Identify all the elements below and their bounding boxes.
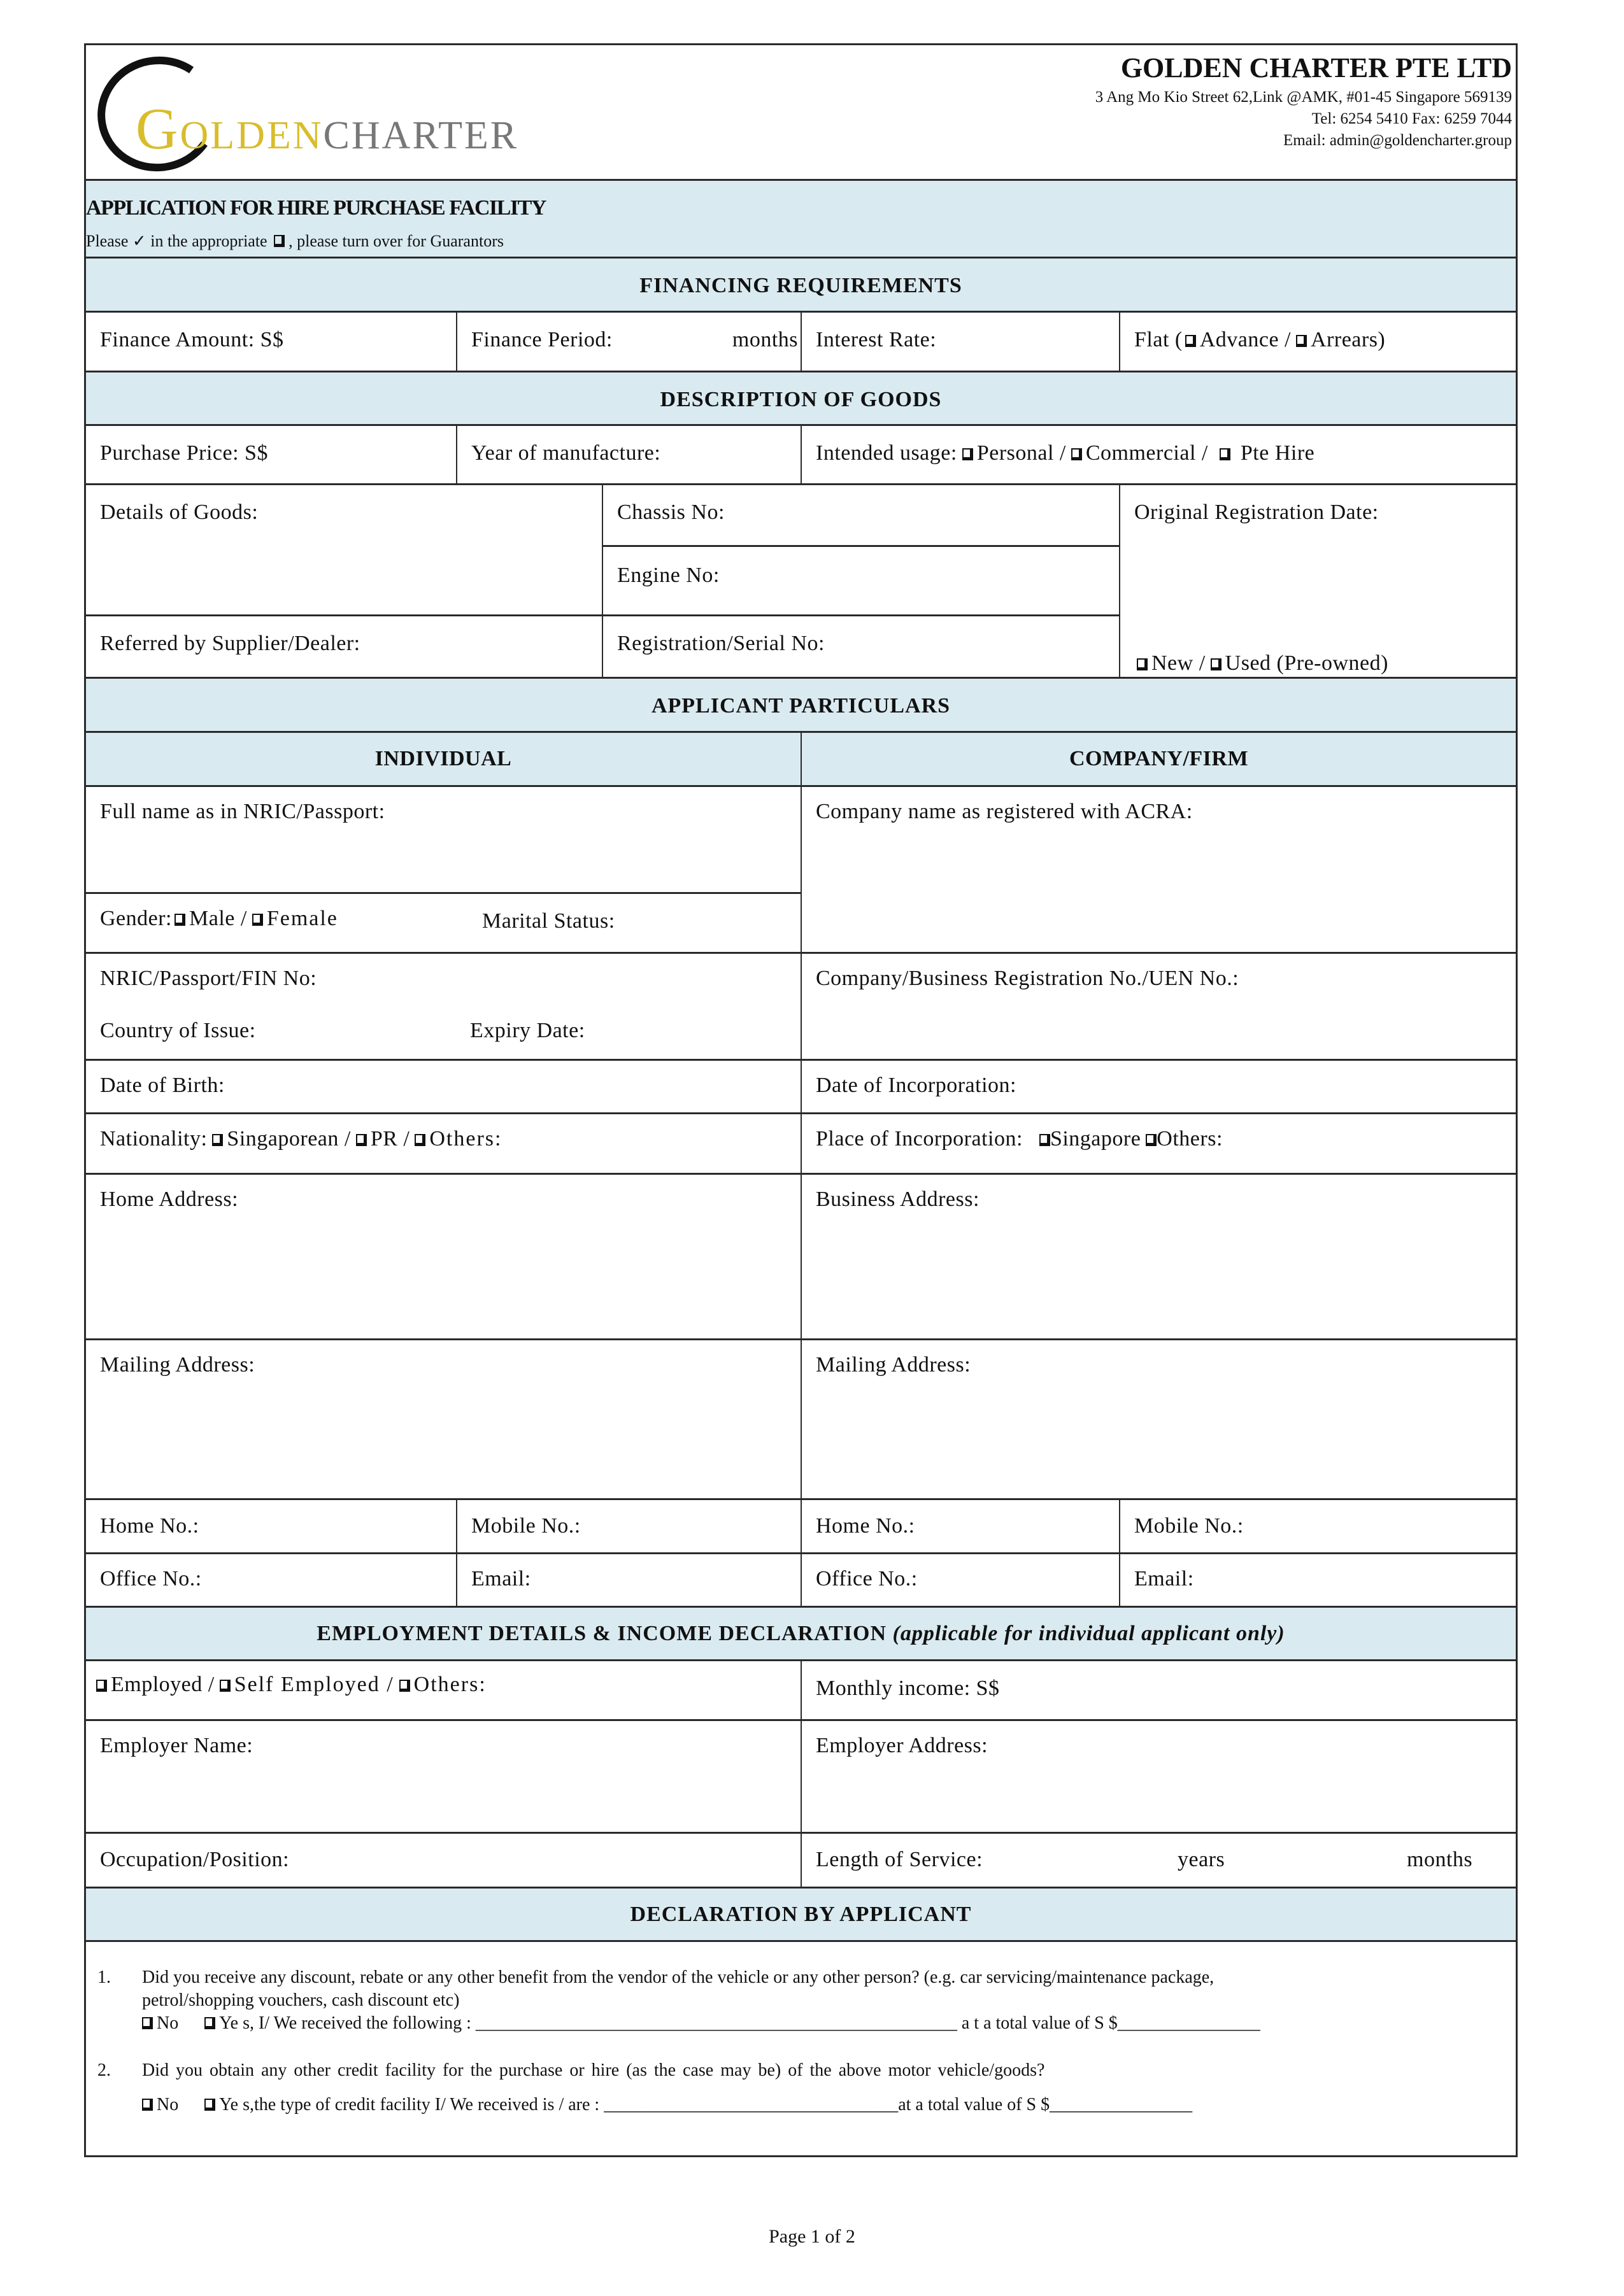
declaration-body: 1. Did you receive any discount, rebate or any other benefit from the vendor of the vehicle or any other person? (e.g. car servicing/maintenance package, petrol/shopping vouchers, cash discount etc) No Ye s, I/ We received the following : ______________________________________________________ a t a total value of S $________________ 2. Did you obtain any other credit facility for the purchase or hire (as the case may be) of the above motor vehicle/goods? No Ye s,the type of credit facility I/ We received is / are : _________________________________at a total value of S $________________ bbox=[86, 1940, 1516, 2155]
engine-no-field[interactable]: Engine No: bbox=[602, 547, 1119, 614]
interest-rate-field[interactable]: Interest Rate: bbox=[801, 313, 1119, 371]
employer-name-field[interactable]: Employer Name: bbox=[100, 1734, 253, 1757]
employer-address-field[interactable]: Employer Address: bbox=[801, 1721, 1516, 1832]
male-checkbox[interactable] bbox=[175, 914, 185, 926]
question-2-text: Did you obtain any other credit facility for the purchase or hire (as the case may be) of the above motor vehicle/goods? bbox=[142, 2060, 1045, 2080]
advance-checkbox[interactable] bbox=[1185, 335, 1196, 347]
form-title: APPLICATION FOR HIRE PURCHASE FACILITY bbox=[86, 196, 546, 220]
applicant-row-address bbox=[86, 1173, 1516, 1338]
section-employment-details: EMPLOYMENT DETAILS & INCOME DECLARATION (applicable for individual applicant only) bbox=[86, 1606, 1516, 1659]
purchase-price-field[interactable]: Purchase Price: S$ bbox=[100, 441, 268, 465]
pte-hire-checkbox[interactable] bbox=[1220, 448, 1230, 460]
date-of-incorporation-field[interactable]: Date of Incorporation: bbox=[801, 1061, 1516, 1112]
finance-period-field[interactable]: Finance Period: months bbox=[456, 313, 801, 371]
hire-purchase-application-form bbox=[84, 43, 1518, 2157]
company-header: COMPANY/FIRM bbox=[801, 733, 1516, 785]
company-logo: GOLDENCHARTER bbox=[136, 96, 519, 161]
q1-yes-details[interactable]: Ye s, I/ We received the following : ______________________________________________________ a t a total value of S $________________ bbox=[219, 2013, 1260, 2033]
company-address: 3 Ang Mo Kio Street 62,Link @AMK, #01-45 Singapore 569139 bbox=[1095, 89, 1512, 106]
employment-row-employer bbox=[86, 1719, 1516, 1832]
employed-checkbox[interactable] bbox=[96, 1680, 107, 1692]
employment-status-options: Employed / Self Employed / Others: bbox=[86, 1661, 801, 1719]
individual-mailing-address-field[interactable]: Mailing Address: bbox=[100, 1353, 255, 1377]
company-mobile-no-field[interactable]: Mobile No.: bbox=[1119, 1500, 1516, 1552]
place-of-incorporation-options: Place of Incorporation: Singapore Others: bbox=[801, 1114, 1516, 1173]
q2-yes-checkbox[interactable] bbox=[204, 2099, 215, 2111]
employment-row-occupation bbox=[86, 1832, 1516, 1887]
female-checkbox[interactable] bbox=[252, 914, 263, 926]
section-applicant-particulars: APPLICANT PARTICULARS bbox=[86, 677, 1516, 731]
monthly-income-field[interactable]: Monthly income: S$ bbox=[801, 1661, 1516, 1719]
personal-checkbox[interactable] bbox=[962, 448, 973, 460]
goods-row-1 bbox=[86, 424, 1516, 483]
question-1-text: Did you receive any discount, rebate or any other benefit from the vendor of the vehicle or any other person? (e.g. car servicing/maintenance package, bbox=[142, 1967, 1214, 1987]
interest-type-options: Flat ( Advance / Arrears) bbox=[1119, 313, 1516, 371]
company-registration-no-field[interactable]: Company/Business Registration No./UEN No.: bbox=[801, 954, 1516, 1059]
business-address-field[interactable]: Business Address: bbox=[801, 1175, 1516, 1338]
company-name-field[interactable]: Company name as registered with ACRA: bbox=[801, 787, 1516, 952]
individual-header: INDIVIDUAL bbox=[374, 747, 512, 770]
singapore-checkbox[interactable] bbox=[1039, 1134, 1050, 1146]
singaporean-checkbox[interactable] bbox=[212, 1134, 223, 1146]
used-checkbox[interactable] bbox=[1211, 658, 1222, 670]
individual-mobile-no-field[interactable]: Mobile No.: bbox=[456, 1500, 801, 1552]
question-2-answers: No Ye s,the type of credit facility I/ We received is / are : _________________________________at a total value of S $________________ bbox=[142, 2095, 1192, 2115]
section-financing-requirements: FINANCING REQUIREMENTS bbox=[86, 257, 1516, 311]
page-number: Page 1 of 2 bbox=[769, 2226, 855, 2247]
instruction-text: Please ✓ in the appropriate , please turn over for Guarantors bbox=[86, 232, 504, 250]
check-icon: ✓ bbox=[132, 232, 146, 250]
pr-checkbox[interactable] bbox=[356, 1134, 367, 1146]
intended-usage-options: Intended usage: Personal / Commercial / Pte Hire bbox=[801, 426, 1516, 483]
company-home-no-field[interactable]: Home No.: bbox=[801, 1500, 1119, 1552]
home-address-field[interactable]: Home Address: bbox=[100, 1187, 239, 1211]
chassis-no-field[interactable]: Chassis No: bbox=[602, 485, 1119, 545]
finance-amount-field[interactable]: Finance Amount: S$ bbox=[100, 328, 284, 351]
marital-status-field[interactable]: Marital Status: bbox=[482, 909, 615, 933]
company-tel-fax: Tel: 6254 5410 Fax: 6259 7044 bbox=[1311, 110, 1512, 127]
company-mailing-address-field[interactable]: Mailing Address: bbox=[801, 1340, 1516, 1498]
letterhead bbox=[86, 45, 1516, 179]
q1-yes-checkbox[interactable] bbox=[204, 2017, 215, 2029]
others-employment-checkbox[interactable] bbox=[399, 1680, 410, 1692]
applicant-type-headers bbox=[86, 731, 1516, 785]
q2-no-checkbox[interactable] bbox=[142, 2099, 153, 2111]
question-1-answers: No Ye s, I/ We received the following : ______________________________________________________ a t a total value of S $________________ bbox=[142, 2013, 1260, 2034]
others-place-checkbox[interactable] bbox=[1146, 1134, 1157, 1146]
details-of-goods-field[interactable]: Details of Goods: bbox=[100, 500, 259, 524]
year-of-manufacture-field[interactable]: Year of manufacture: bbox=[456, 426, 801, 483]
q2-yes-details[interactable]: Ye s,the type of credit facility I/ We received is / are : _________________________________at a total value of S $________________ bbox=[219, 2095, 1193, 2115]
financing-row bbox=[86, 311, 1516, 371]
individual-email-field[interactable]: Email: bbox=[456, 1554, 801, 1606]
section-declaration: DECLARATION BY APPLICANT bbox=[86, 1887, 1516, 1940]
commercial-checkbox[interactable] bbox=[1071, 448, 1082, 460]
others-nationality-checkbox[interactable] bbox=[415, 1134, 425, 1146]
applicant-row-phone bbox=[86, 1498, 1516, 1552]
self-employed-checkbox[interactable] bbox=[220, 1680, 231, 1692]
q1-no-checkbox[interactable] bbox=[142, 2017, 153, 2029]
referred-by-field[interactable]: Referred by Supplier/Dealer: bbox=[100, 632, 360, 655]
condition-options: New / Used (Pre-owned) bbox=[1134, 653, 1388, 674]
company-office-no-field[interactable]: Office No.: bbox=[801, 1554, 1119, 1606]
length-of-service-field[interactable]: Length of Service: years months bbox=[801, 1834, 1516, 1887]
nationality-options: Nationality: Singaporean / PR / Others: bbox=[100, 1127, 502, 1151]
goods-row-2 bbox=[86, 483, 1516, 677]
country-of-issue-field[interactable]: Country of Issue: bbox=[100, 1019, 256, 1042]
employment-row-status bbox=[86, 1659, 1516, 1719]
applicant-row-office bbox=[86, 1552, 1516, 1606]
nric-field[interactable]: NRIC/Passport/FIN No: Country of Issue: Expiry Date: bbox=[100, 967, 585, 1042]
section-description-of-goods: DESCRIPTION OF GOODS bbox=[86, 371, 1516, 424]
date-of-birth-field[interactable]: Date of Birth: bbox=[100, 1074, 225, 1097]
new-checkbox[interactable] bbox=[1137, 658, 1148, 670]
applicant-row-nationality bbox=[86, 1112, 1516, 1173]
applicant-row-id bbox=[86, 952, 1516, 1059]
expiry-date-field[interactable]: Expiry Date: bbox=[470, 1019, 585, 1042]
company-email: Email: admin@goldencharter.group bbox=[1283, 132, 1512, 149]
original-registration-date-field[interactable]: Original Registration Date: New / Used (Pre-owned) bbox=[1119, 485, 1516, 677]
registration-serial-no-field[interactable]: Registration/Serial No: bbox=[602, 616, 1119, 679]
arrears-checkbox[interactable] bbox=[1296, 335, 1307, 347]
applicant-row-mailing bbox=[86, 1338, 1516, 1498]
applicant-row-dates bbox=[86, 1059, 1516, 1112]
individual-office-no-field[interactable]: Office No.: bbox=[100, 1567, 202, 1591]
applicant-row-name bbox=[86, 785, 1516, 952]
occupation-field[interactable]: Occupation/Position: bbox=[100, 1848, 290, 1871]
gender-marital-field: Gender: Male / Female Marital Status: bbox=[100, 907, 615, 933]
full-name-field[interactable]: Full name as in NRIC/Passport: bbox=[100, 800, 385, 823]
company-name: GOLDEN CHARTER PTE LTD bbox=[1120, 52, 1512, 83]
individual-home-no-field[interactable]: Home No.: bbox=[100, 1514, 199, 1538]
title-block bbox=[86, 179, 1516, 257]
checkbox-icon bbox=[274, 235, 285, 247]
company-email-field[interactable]: Email: bbox=[1119, 1554, 1516, 1606]
